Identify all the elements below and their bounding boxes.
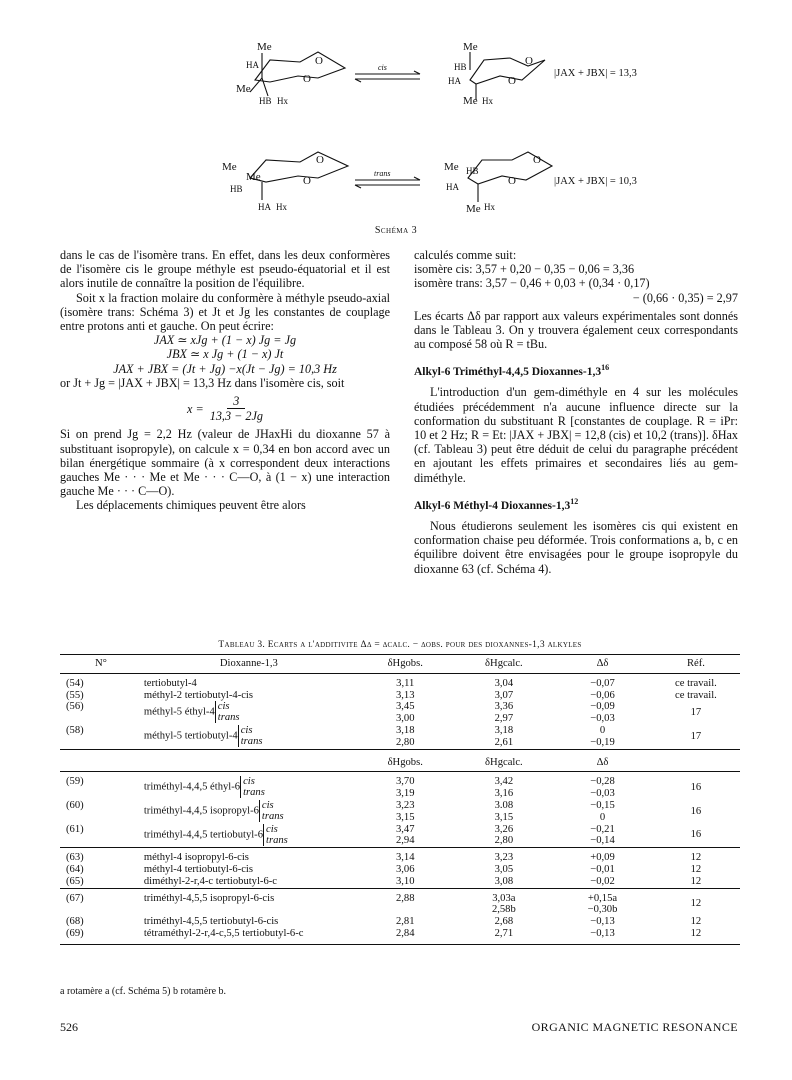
- value: +0,09: [590, 852, 615, 864]
- value: 3,04: [494, 677, 514, 689]
- value: 3,08: [494, 875, 514, 887]
- calc-trans-continued: − (0,66 · 0,35) = 2,97: [632, 290, 738, 305]
- cell-dd: [553, 916, 652, 928]
- value: 3,16: [494, 788, 514, 800]
- value: 2,81: [395, 916, 415, 928]
- scheme-o1-bottom-left: O: [316, 154, 324, 166]
- page-number: 526: [60, 1020, 78, 1034]
- cell-calc: [455, 928, 554, 940]
- compound-name: méthyl-5 éthyl-4: [143, 706, 215, 718]
- scheme-trans-label: trans: [374, 169, 391, 178]
- value: 2,68: [494, 916, 514, 928]
- table-body: [60, 673, 740, 944]
- journal-name: ORGANIC MAGNETIC RESONANCE: [531, 1020, 738, 1034]
- table-header-row: [60, 655, 740, 674]
- table-row: [60, 876, 740, 888]
- cell-number: (55): [66, 689, 84, 701]
- isomer-label: trans: [261, 810, 284, 822]
- scheme-hx-bottom-right: Hx: [484, 202, 495, 212]
- value: 3,11: [396, 677, 415, 689]
- value: 3,07: [494, 689, 514, 701]
- scheme-o2-bottom-left: O: [303, 175, 311, 187]
- scheme-hb-top-right: HB: [454, 62, 467, 72]
- value: 3,70: [395, 776, 415, 788]
- equation-x-numerator: 3: [227, 394, 245, 409]
- right-paragraph-3: L'introduction d'un gem-diméthyle en 4 sur les molécules étudiées précédemment n'a aucune influence directe sur la conformation du substituant R [constantes de couplage. R = iPr: 10 et 2 Hz; R = Et: |JAX + JBX| = 12,8 (cis) et 10,2 (trans)]. δHax (cf. Tableau 3) peut être déduit de celui du paragraphe précédent en ajoutant les effets primaires et secondaires liés au gem-diméthyle.: [414, 385, 738, 485]
- value: 3,13: [395, 689, 415, 701]
- value: 3,23: [395, 799, 415, 811]
- cell-ref: 12: [690, 852, 702, 864]
- isomer-label: cis: [261, 799, 274, 811]
- scheme-caption: Schéma 3: [374, 225, 418, 236]
- scheme-o1-top-right: O: [525, 55, 533, 67]
- subheader-cell: δHgcalc.: [455, 754, 554, 772]
- value: −0,15: [590, 799, 615, 811]
- header-obs: δHgobs.: [356, 655, 455, 674]
- cell-calc: [455, 852, 554, 864]
- value: 3,15: [395, 811, 415, 823]
- value: 3,36: [494, 701, 514, 713]
- right-paragraph-4: Nous étudierons seulement les isomères cis qui existent en conformation chaise peu déformée. Trois conformations a, b, c en équilibre doivent être envisagées pour le groupe isopropyle du dioxanne 63 (cf. Schéma 4).: [414, 518, 738, 576]
- scheme-ha-bottom-right: HA: [446, 182, 459, 192]
- cell-name: [142, 678, 356, 690]
- left-paragraph-5: Les déplacements chimiques peuvent être alors: [76, 498, 306, 513]
- cell-name: [142, 876, 356, 888]
- value: 2,80: [494, 835, 514, 847]
- cell-dd: [553, 893, 652, 917]
- isomer-label: trans: [243, 787, 265, 799]
- value: 0: [599, 811, 606, 823]
- compound-name: triméthyl-4,4,5 tertiobutyl-6: [143, 829, 264, 840]
- value: 3,19: [395, 788, 415, 800]
- value: 3,00: [395, 713, 415, 725]
- subheader-empty: [652, 754, 740, 772]
- scheme-3-drawing: [0, 0, 792, 225]
- value: 3,03a: [492, 892, 516, 904]
- cell-number: (67): [66, 892, 84, 904]
- cell-name: [142, 852, 356, 864]
- scheme-o2-top-right: O: [508, 75, 516, 87]
- compound-name: méthyl-2 tertiobutyl-4-cis: [143, 689, 253, 701]
- left-column: [60, 248, 390, 513]
- scheme-coupling-trans: |JAX + JBX| = 10,3: [554, 176, 637, 187]
- value: −0,13: [590, 916, 615, 928]
- table-caption: Tableau 3. Ecarts a l'additivite Δδ = δcalc. − δobs. pour des dioxannes-1,3 alkyles: [218, 640, 582, 650]
- section-heading-trimethyl: [414, 361, 738, 379]
- value: −0,07: [590, 677, 615, 689]
- scheme-me-bottom-left: Me: [222, 161, 237, 173]
- end-cell: [60, 940, 740, 945]
- cell-ref: 12: [690, 863, 702, 875]
- cell-ref: 12: [690, 916, 702, 928]
- compound-name: triméthyl-4,5,5 tertiobutyl-6-cis: [143, 916, 279, 928]
- scheme-hx-top-left: Hx: [277, 96, 288, 106]
- cell-ref: ce travail.: [675, 689, 717, 701]
- cell-name: [142, 800, 356, 824]
- compound-name: méthyl-4 isopropyl-6-cis: [143, 852, 249, 864]
- cell-number: (59): [66, 776, 84, 788]
- scheme-me-ring-top-right: Me: [463, 95, 478, 107]
- cell-dd: [553, 852, 652, 864]
- section-heading-methyl-ref: 12: [570, 496, 579, 506]
- scheme-o2-top-left: O: [303, 73, 311, 85]
- scheme-ha-top-right: HA: [448, 76, 461, 86]
- header-n: N°: [60, 655, 142, 674]
- calc-cis: isomère cis: 3,57 + 0,20 − 0,35 − 0,06 = 3,36: [414, 262, 635, 277]
- value: 2,80: [395, 736, 415, 748]
- value: 2,97: [494, 713, 514, 725]
- scheme-me-top-right: Me: [463, 41, 478, 53]
- table-row: [60, 690, 740, 702]
- equation-jbx: JBX ≃ x Jg + (1 − x) Jt: [166, 347, 284, 362]
- cell-dd: [553, 725, 652, 749]
- compound-name: triméthyl-4,5,5 isopropyl-6-cis: [143, 892, 275, 904]
- scheme-ha-bottom-left: HA: [258, 202, 271, 212]
- cell-calc: [455, 824, 554, 848]
- cell-obs: [356, 800, 455, 824]
- cell-number: (56): [66, 701, 84, 713]
- equation-sum: JAX + JBX = (Jt + Jg) −x(Jt − Jg) = 10,3 Hz: [113, 361, 337, 376]
- compound-name: méthyl-5 tertiobutyl-4: [143, 730, 238, 742]
- subheader-cell: δHgobs.: [356, 754, 455, 772]
- value: 3,45: [395, 701, 415, 713]
- cell-obs: [356, 876, 455, 888]
- table-row: [60, 893, 740, 917]
- cell-ref: 17: [690, 730, 702, 742]
- value: 3,47: [395, 823, 415, 835]
- cell-obs: [356, 776, 455, 800]
- cell-obs: [356, 690, 455, 702]
- cell-name: [142, 928, 356, 940]
- cell-obs: [356, 928, 455, 940]
- scheme-hb-bottom-left: HB: [230, 184, 243, 194]
- value: −0,03: [590, 788, 615, 800]
- scheme-coupling-cis: |JAX + JBX| = 13,3: [554, 68, 637, 79]
- value: 0: [599, 724, 606, 736]
- cell-ref: ce travail.: [675, 677, 717, 689]
- cell-ref: 17: [690, 707, 702, 719]
- cell-calc: [455, 678, 554, 690]
- scheme-o1-top-left: O: [315, 55, 323, 67]
- scheme-ha-top-left: HA: [246, 60, 259, 70]
- equation-x-denominator: 13,3 − 2Jg: [209, 409, 263, 424]
- cell-obs: [356, 893, 455, 917]
- cell-ref: 16: [690, 829, 702, 841]
- cell-calc: [455, 725, 554, 749]
- cell-calc: [455, 876, 554, 888]
- right-paragraph-1: calculés comme suit:: [414, 248, 517, 262]
- cell-name: [142, 893, 356, 917]
- equation-x: [60, 394, 390, 423]
- cell-obs: [356, 824, 455, 848]
- cell-ref: 12: [690, 898, 702, 910]
- compound-name: tétraméthyl-2-r,4-c,5,5 tertiobutyl-6-c: [143, 927, 304, 939]
- table-row: [60, 725, 740, 749]
- cell-obs: [356, 701, 455, 725]
- cell-ref: 12: [690, 927, 702, 939]
- header-ref: Réf.: [652, 655, 740, 674]
- value: 2,71: [494, 927, 514, 939]
- value: −0,13: [590, 927, 615, 939]
- cell-name: [142, 701, 356, 725]
- table-end: [60, 940, 740, 945]
- value: −0,09: [590, 701, 615, 713]
- section-heading-trimethyl-text: Alkyl-6 Triméthyl-4,4,5 Dioxannes-1,3: [414, 366, 602, 379]
- section-heading-methyl: [414, 495, 738, 513]
- section-heading-trimethyl-ref: 16: [601, 363, 610, 373]
- cell-dd: [553, 876, 652, 888]
- equation-jax: JAX ≃ xJg + (1 − x) Jg = Jg: [153, 333, 297, 348]
- calc-trans: isomère trans: 3,57 − 0,46 + 0,03 + (0,34 · 0,17): [414, 276, 650, 291]
- value: 3,05: [494, 863, 514, 875]
- value: −0,01: [590, 863, 615, 875]
- scheme-me-ring-bottom-left: Me: [246, 171, 261, 183]
- value: 2,58b: [491, 904, 516, 916]
- table-subheader-row: [60, 754, 740, 772]
- scheme-3: [0, 0, 792, 245]
- left-paragraph-1: dans le cas de l'isomère trans. En effet, dans les deux conformères de l'isomère cis le groupe méthyle est pseudo-équatorial et il est alors inutile de connaître la position de l'équilibre.: [60, 248, 390, 291]
- cell-name: [142, 776, 356, 800]
- value: 2,94: [395, 835, 415, 847]
- isomer-label: trans: [266, 834, 288, 846]
- left-paragraph-4: Si on prend Jg = 2,2 Hz (valeur de JHaxHi du dioxanne 57 à substituant isopropyle), on calcule x = 0,34 en bon accord avec un bilan énergétique sommaire (à x correspondent deux interactions gauches Me · · · Me et Me · · · C—O, à (1 − x) une interaction gauche Me · · · C—O).: [60, 427, 390, 499]
- right-paragraph-2: Les écarts Δδ par rapport aux valeurs expérimentales sont donnés dans le Tableau 3. On y trouvera également ceux correspondants au composé 58 où R = tBu.: [414, 308, 738, 352]
- scheme-hb-top-left: HB: [259, 96, 272, 106]
- isomer-label: trans: [240, 735, 263, 747]
- cell-number: (65): [66, 875, 84, 887]
- table-row: [60, 678, 740, 690]
- scheme-me-bottom-right: Me: [444, 161, 459, 173]
- cell-calc: [455, 893, 554, 917]
- cell-name: [142, 690, 356, 702]
- section-heading-methyl-text: Alkyl-6 Méthyl-4 Dioxannes-1,3: [414, 499, 571, 512]
- value: 2,88: [395, 892, 415, 904]
- compound-name: triméthyl-4,4,5 éthyl-6: [143, 781, 241, 793]
- cell-obs: [356, 864, 455, 876]
- cell-name: [142, 916, 356, 928]
- cell-number: (69): [66, 927, 84, 939]
- isomer-label: cis: [217, 701, 230, 713]
- header-dd: Δδ: [553, 655, 652, 674]
- value: 3,23: [494, 852, 514, 864]
- compound-name: tertiobutyl-4: [143, 677, 197, 689]
- value: −0,21: [590, 823, 615, 835]
- cell-calc: [455, 916, 554, 928]
- table-row: [60, 701, 740, 725]
- compound-name: diméthyl-2-r,4-c tertiobutyl-6-c: [143, 875, 277, 887]
- value: 3,26: [494, 823, 514, 835]
- cell-obs: [356, 725, 455, 749]
- cell-ref: 16: [690, 782, 702, 794]
- header-dioxanne: Dioxanne-1,3: [142, 655, 356, 674]
- scheme-me-top-left: Me: [257, 41, 272, 53]
- subheader-empty: [60, 754, 356, 772]
- isomer-label: trans: [217, 712, 240, 724]
- value: −0,06: [590, 689, 615, 701]
- value: 3,14: [395, 852, 415, 864]
- cell-ref: 16: [690, 805, 702, 817]
- scheme-hx-bottom-left: Hx: [276, 202, 287, 212]
- cell-dd: [553, 928, 652, 940]
- value: −0,02: [590, 875, 615, 887]
- value: −0,19: [590, 736, 615, 748]
- value: 2,84: [395, 927, 415, 939]
- cell-name: [142, 824, 356, 848]
- cell-calc: [455, 690, 554, 702]
- value: 2,61: [494, 736, 514, 748]
- cell-number: (61): [66, 823, 84, 835]
- left-paragraph-3: or Jt + Jg = |JAX + JBX| = 13,3 Hz dans l'isomère cis, soit: [60, 375, 345, 390]
- isomer-label: cis: [243, 776, 255, 788]
- scheme-me-ring-top-left: Me: [236, 83, 251, 95]
- value: 3.08: [494, 799, 514, 811]
- compound-name: méthyl-4 tertiobutyl-6-cis: [143, 863, 253, 875]
- table-row: [60, 824, 740, 848]
- left-paragraph-2: Soit x la fraction molaire du conformère à méthyle pseudo-axial (isomère trans: Schéma 3) et Jt et Jg les constantes de couplage entre protons anti et gauche. On peut écrire:: [60, 290, 390, 334]
- table-3: [60, 640, 740, 945]
- table-3-grid: [60, 654, 740, 945]
- scheme-o2-bottom-right: O: [508, 175, 516, 187]
- value: 3,06: [395, 863, 415, 875]
- value: −0,14: [590, 835, 615, 847]
- value: 3,10: [395, 875, 415, 887]
- value: 3,18: [395, 724, 415, 736]
- cell-dd: [553, 864, 652, 876]
- cell-dd: [553, 690, 652, 702]
- table-row: [60, 916, 740, 928]
- value: 3,18: [494, 724, 514, 736]
- value: 3,42: [494, 776, 514, 788]
- cell-dd: [553, 678, 652, 690]
- scheme-cis-label: cis: [378, 63, 387, 72]
- cell-ref: 12: [690, 875, 702, 887]
- value: −0,30b: [587, 904, 618, 916]
- value: −0,28: [590, 776, 615, 788]
- cell-dd: [553, 800, 652, 824]
- value: +0,15a: [587, 892, 618, 904]
- value: −0,03: [590, 713, 615, 725]
- scheme-hb-bottom-right: HB: [466, 166, 479, 176]
- table-row: [60, 864, 740, 876]
- cell-number: (58): [66, 724, 84, 736]
- cell-calc: [455, 776, 554, 800]
- cell-number: (68): [66, 916, 84, 928]
- isomer-label: cis: [266, 823, 278, 835]
- cell-name: [142, 864, 356, 876]
- scheme-hx-top-right: Hx: [482, 96, 493, 106]
- cell-obs: [356, 916, 455, 928]
- cell-number: (63): [66, 852, 84, 864]
- cell-name: [142, 725, 356, 749]
- cell-number: (60): [66, 799, 84, 811]
- table-row: [60, 800, 740, 824]
- equation-x-fraction: [210, 394, 263, 423]
- cell-dd: [553, 701, 652, 725]
- cell-number: (54): [66, 677, 84, 689]
- value: 3,15: [494, 811, 514, 823]
- scheme-o1-bottom-right: O: [533, 154, 541, 166]
- cell-obs: [356, 678, 455, 690]
- cell-obs: [356, 852, 455, 864]
- cell-calc: [455, 864, 554, 876]
- right-column: [414, 248, 738, 576]
- cell-dd: [553, 776, 652, 800]
- scheme-me-ring-bottom-right: Me: [466, 203, 481, 215]
- cell-calc: [455, 701, 554, 725]
- subheader-cell: Δδ: [553, 754, 652, 772]
- cell-number: (64): [66, 863, 84, 875]
- equation-x-lhs: x =: [187, 401, 204, 416]
- table-row: [60, 776, 740, 800]
- table-footnote: a rotamère a (cf. Schéma 5) b rotamère b.: [60, 986, 227, 997]
- compound-name: triméthyl-4,4,5 isopropyl-6: [143, 805, 259, 817]
- cell-calc: [455, 800, 554, 824]
- isomer-label: cis: [240, 724, 253, 736]
- cell-dd: [553, 824, 652, 848]
- header-calc: δHgcalc.: [455, 655, 554, 674]
- table-row: [60, 928, 740, 940]
- table-row: [60, 852, 740, 864]
